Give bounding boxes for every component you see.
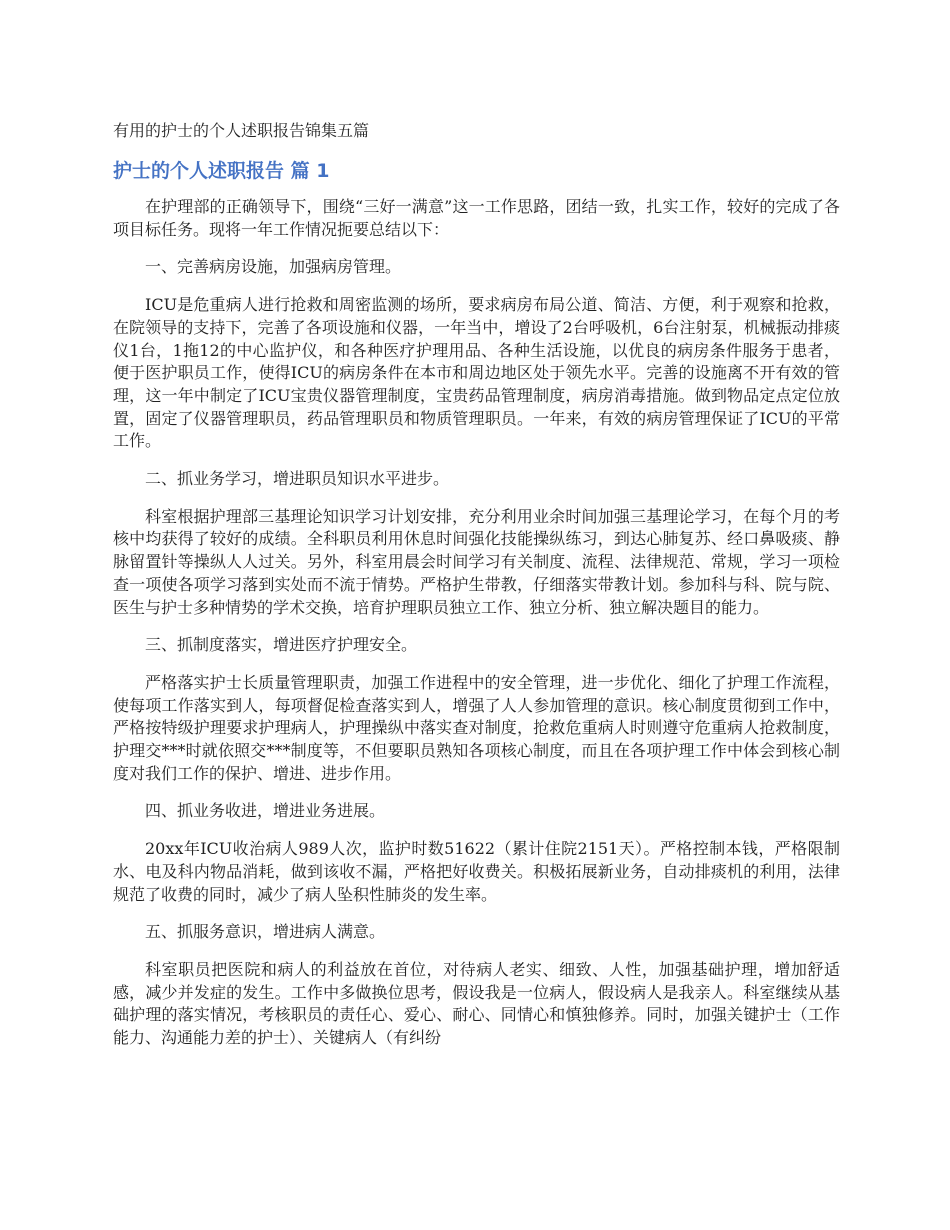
paragraph-body-2: 科室根据护理部三基理论知识学习计划安排，充分利用业余时间加强三基理论学习，在每个月的考核中均获得了较好的成绩。全科职员利用休息时间强化技能操纵练习，到达心肺复苏、经口鼻吸痰、静脉留置针等操纵人人过关。另外，科室用晨会时间学习有关制度、流程、法律规范、常规，学习一项检查一项使各项学习落到实处而不流于情势。严格护生带教，仔细落实带教计划。参加科与科、院与院、医生与护士多种情势的学术交换，培育护理职员独立工作、独立分析、独立解决题目的能力。 (113, 506, 840, 617)
paragraph-subheading-5: 五、抓服务意识，增进病人满意。 (145, 922, 386, 942)
paragraph-body-1: ICU是危重病人进行抢救和周密监测的场所，要求病房布局公道、简洁、方便，利于观察和抢救，在院领导的支持下，完善了各项设施和仪器，一年当中，增设了2台呼吸机，6台注射泵，机械振动排痰仪1台，1拖12的中心监护仪，和各种医疗护理用品、各种生活设施，以优良的病房条件服务于患者，便于医护职员工作，使得ICU的病房条件在本市和周边地区处于领先水平。完善的设施离不开有效的管理，这一年中制定了ICU宝贵仪器管理制度，宝贵药品管理制度，病房消毒措施。做到物品定点定位放置，固定了仪器管理职员，药品管理职员和物质管理职员。一年来，有效的病房管理保证了ICU的平常工作。 (113, 295, 840, 451)
paragraph-intro: 在护理部的正确领导下，围绕“三好一满意”这一工作思路，团结一致，扎实工作，较好的完成了各项目标任务。现将一年工作情况扼要总结以下： (113, 197, 840, 239)
paragraph-body-4: 20xx年ICU收治病人989人次，监护时数51622（累计住院2151天）。严格控制本钱，严格限制水、电及科内物品消耗，做到该收不漏，严格把好收费关。积极拓展新业务，自动排痰机的利用，法律规范了收费的同时，减少了病人坠积性肺炎的发生率。 (113, 839, 840, 904)
document-page (113, 120, 840, 1065)
paragraph-subheading-4: 四、抓业务收进，增进业务进展。 (145, 801, 386, 821)
section-heading: 护士的个人述职报告 篇 1 (113, 160, 330, 182)
document-title: 有用的护士的个人述职报告锦集五篇 (113, 121, 370, 140)
paragraph-body-3: 严格落实护士长质量管理职责，加强工作进程中的安全管理，进一步优化、细化了护理工作流程，使每项工作落实到人，每项督促检查落实到人，增强了人人参加管理的意识。核心制度贯彻到工作中，严格按特级护理要求护理病人，护理操纵中落实查对制度，抢救危重病人时则遵守危重病人抢救制度，护理交***时就依照交***制度等，不但要职员熟知各项核心制度，而且在各项护理工作中体会到核心制度对我们工作的保护、增进、进步作用。 (113, 672, 840, 783)
paragraph-body-5: 科室职员把医院和病人的利益放在首位，对待病人老实、细致、人性，加强基础护理，增加舒适感，减少并发症的发生。工作中多做换位思考，假设我是一位病人，假设病人是我亲人。科室继续从基础护理的落实情况，考核职员的责任心、爱心、耐心、同情心和慎独修养。同时，加强关键护士（工作能力、沟通能力差的护士）、关键病人（有纠纷 (113, 959, 840, 1048)
paragraph-subheading-2: 二、抓业务学习，增进职员知识水平进步。 (145, 469, 450, 489)
paragraph-subheading-1: 一、完善病房设施，加强病房管理。 (145, 257, 402, 277)
paragraph-subheading-3: 三、抓制度落实，增进医疗护理安全。 (145, 635, 418, 655)
